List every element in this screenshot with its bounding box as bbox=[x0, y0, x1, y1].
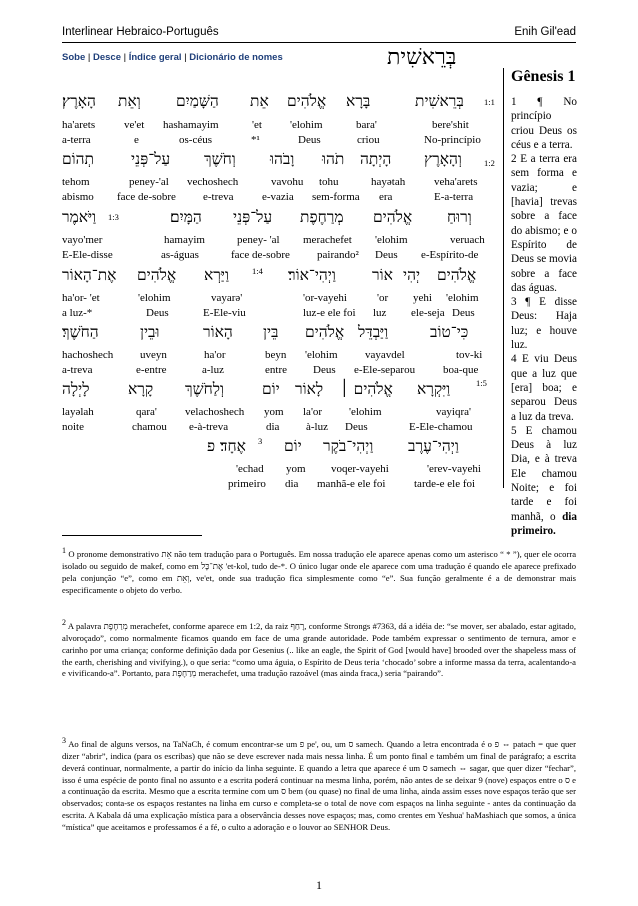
gloss: Deus bbox=[375, 249, 398, 261]
gloss: Deus bbox=[298, 134, 321, 146]
hebrew-word: הַמָּיִם׃ bbox=[170, 208, 202, 226]
transliteration: vayarə' bbox=[211, 292, 243, 304]
transliteration: 'or-vayehi bbox=[303, 292, 347, 304]
hebrew-word: אֱלֹהִים bbox=[305, 323, 345, 341]
transliteration: qara' bbox=[136, 406, 157, 418]
gloss: à-luz bbox=[306, 421, 328, 433]
gloss: dia bbox=[266, 421, 280, 433]
hebrew-word: הַשָּׁמַיִם bbox=[176, 92, 219, 110]
nav-links: Sobe | Desce | Índice geral | Dicionário de nomes bbox=[62, 52, 283, 63]
hebrew-word: אֱלֹהִים ׀ bbox=[340, 380, 393, 398]
nav-link-up[interactable]: Sobe bbox=[62, 52, 86, 63]
gloss: sem-forma bbox=[312, 191, 360, 203]
transliteration: peney- 'al bbox=[237, 234, 280, 246]
transliteration: ha'arets bbox=[62, 119, 96, 131]
nav-link-index[interactable]: Índice geral bbox=[128, 52, 182, 63]
gloss: e-entre bbox=[136, 364, 167, 376]
transliteration: yom bbox=[264, 406, 284, 418]
gloss: e bbox=[134, 134, 139, 146]
hebrew-word: יוֹם bbox=[284, 437, 302, 455]
transliteration: vayavdel bbox=[365, 349, 405, 361]
hebrew-word: הָאוֹר bbox=[203, 323, 233, 341]
verse-number: 1:3 bbox=[108, 212, 119, 222]
hebrew-word: בֵּין bbox=[263, 323, 279, 341]
gloss: a luz-* bbox=[62, 307, 93, 319]
footnote-3 bbox=[62, 735, 576, 834]
hebrew-word: הָיְתָה bbox=[360, 150, 392, 168]
gloss: abismo bbox=[62, 191, 94, 203]
verse-number: 1:5 bbox=[476, 378, 487, 388]
gloss: ele-seja bbox=[411, 307, 445, 319]
footnote-2 bbox=[62, 617, 576, 680]
footnote-text: A palavra מְרַחֶפֶת merachefet, conforme aparece em 1:2, da raiz רָחַף, conforme Strongs #7363, dá a idéia de: “se mover, ser abalado, estar agitado, alvoroçado”, como normalmente ficamos quando em face de uma grande autoridade. Pode também expressar o sentimento de ternura, amor e carinho por uma criança; conforme definição dada por Gesenius (.. like an eagle, the Spirit of God [would have] brooded over the shapeless mass of the earth, cherishing and vivifying.), o que seria: “como uma águia, o Espírito de Deus teria ‘chocado’ sobre a informe massa da terra, acalentando-a e vivificando-a”. Portanto, para מְרַחֶפֶת merachefet, uma tradução razoável (mas ainda fraca,) seria “pairando”. bbox=[62, 620, 576, 679]
verse-4-text: 4 E viu Deus que a luz que [era] boa; e separou Deus a luz da treva. bbox=[511, 353, 577, 423]
gloss: entre bbox=[265, 364, 287, 376]
hebrew-word: וְלַחֹשֶׁךְ bbox=[185, 380, 224, 398]
transliteration: 'elohim bbox=[305, 349, 338, 361]
hebrew-word: וַיֹּאמֶר bbox=[62, 208, 97, 226]
gloss: a-luz bbox=[202, 364, 224, 376]
transliteration: ha'or- 'et bbox=[62, 292, 100, 304]
gloss: era bbox=[379, 191, 393, 203]
gloss: face de-sobre bbox=[117, 191, 176, 203]
header-rule bbox=[62, 42, 576, 43]
hebrew-word: וַיְהִי־עֶרֶב bbox=[408, 437, 459, 455]
hebrew-word: כִּי־טוֹב bbox=[430, 323, 469, 341]
gloss: e-Ele-separou bbox=[354, 364, 416, 376]
hebrew-word: וַיַּבְדֵּל bbox=[358, 323, 389, 341]
hebrew-word: הַחֹשֶׁךְ׃ bbox=[62, 323, 99, 341]
transliteration: tohu bbox=[319, 176, 339, 188]
gloss: e-vazia bbox=[262, 191, 294, 203]
transliteration: ha'or bbox=[204, 349, 226, 361]
header-left-title: Interlinear Hebraico-Português bbox=[62, 26, 219, 38]
gloss: Deus bbox=[452, 307, 475, 319]
transliteration: yom bbox=[286, 463, 306, 475]
gloss: a-terra bbox=[62, 134, 91, 146]
verse-number: 1:4 bbox=[252, 266, 263, 276]
transliteration: vavohu bbox=[271, 176, 304, 188]
gloss: No-princípio bbox=[424, 134, 481, 146]
hebrew-word: אֱלֹהִים bbox=[137, 266, 177, 284]
nav-link-names[interactable]: Dicionário de nomes bbox=[189, 52, 283, 63]
transliteration: tehom bbox=[62, 176, 90, 188]
gloss: primeiro bbox=[228, 478, 266, 490]
hebrew-word: וְהָאָרֶץ bbox=[424, 150, 462, 168]
verse-number: 1:2 bbox=[484, 158, 495, 168]
book-title-hebrew: בְּרֵאשִׁית bbox=[387, 45, 457, 70]
gloss: Deus bbox=[345, 421, 368, 433]
transliteration: veha'arets bbox=[434, 176, 478, 188]
gloss: E-Ele-viu bbox=[203, 307, 246, 319]
transliteration: merachefet bbox=[303, 234, 352, 246]
hebrew-word: הָאָרֶץ׃ bbox=[62, 92, 96, 110]
transliteration: 'or bbox=[377, 292, 389, 304]
header-right-author: Enih Gil'ead bbox=[514, 26, 576, 38]
transliteration: 'elohim bbox=[375, 234, 408, 246]
transliteration: tov-ki bbox=[456, 349, 483, 361]
footnote-text: O pronome demonstrativo אֵת não tem tradução para o Português. Em nossa tradução ele aparece apenas como um asterisco “ * ”), quer ele ocorra isolado ou seguido de makef, como em אֶת־כָּל 'et-kol, tudo de-*. O único lugar onde ele aparece com uma tradução é quando ele aparece prefixado pela conjunção “e”, como em וְאֵת, ve'et, onde sua tradução fica simplesmente como “e”. Sua função geralmente é a de demonstrar mais especificamente o objeto do verbo. bbox=[62, 548, 577, 595]
footnote-text: Ao final de alguns versos, na TaNaCh, é comum encontrar-se um פ pe', ou, um ס samech. Quando a letra encontrada é o פ ⇔ patach = que quer dizer “abrir”, indica (para os escribas) que não se deve escrever nada mais nessa linha. É um ponto final e também um final de parágrafo; a escrita deverá continuar, normalmente, a partir do início da linha seguinte. E quando a letra que aparece é um ס samech ⇔ sagar, que quer dizer “fechar”, isso é uma espécie de ponto final no assunto e a escrita poderá continuar na mesma linha, porém, não antes de se deixar 9 (nove) espaços entre o ס e a continuação da escrita. Mesmo que a escrita termine com um ס bem (ou quase) no final de uma linha, ainda assim esses nove espaços terão que ser observados; conta-se os espaços restantes na linha em curso e completa-se o total de nove com espaços na linha seguinte - antes da continuação da escrita. A Kabala dá uma explicação mística para a observância desses nove espaços; mas, como crentes em Yeshua' haMashiach que somos, a única “mística” que aceitamos e professamos é a fé, o culto a adoração e o louvor ao SENHOR Deus. bbox=[62, 738, 576, 833]
gloss: e-treva bbox=[203, 191, 234, 203]
hebrew-word: בְּרֵאשִׁית bbox=[415, 92, 464, 110]
hebrew-word: מְרַחֶפֶת bbox=[300, 208, 344, 226]
column-divider bbox=[503, 68, 504, 488]
hebrew-word: אֶת־הָאוֹר bbox=[62, 266, 117, 284]
verse-1-text: 1 ¶ No princípio criou Deus os céus e a terra. bbox=[511, 96, 577, 151]
hebrew-word: יְהִי bbox=[403, 266, 421, 284]
hebrew-word: וָבֹהוּ bbox=[270, 150, 295, 168]
transliteration: voqer-vayehi bbox=[331, 463, 389, 475]
footnote-number: 1 bbox=[62, 546, 66, 555]
gloss: os-céus bbox=[179, 134, 212, 146]
gloss: a-treva bbox=[62, 364, 93, 376]
transliteration: 'elohim bbox=[349, 406, 382, 418]
hebrew-word: אֵת bbox=[250, 92, 269, 110]
transliteration: 'erev-vayehi bbox=[427, 463, 481, 475]
gloss: Deus bbox=[313, 364, 336, 376]
hebrew-word: אֱלֹהִים bbox=[373, 208, 413, 226]
transliteration: 'elohim bbox=[138, 292, 171, 304]
hebrew-word: וַיִּקְרָא bbox=[417, 380, 451, 398]
gloss: face de-sobre bbox=[231, 249, 290, 261]
gloss: as-águas bbox=[161, 249, 199, 261]
gloss: noite bbox=[62, 421, 84, 433]
gloss: E-Ele-disse bbox=[62, 249, 113, 261]
hebrew-word: וְרוּחַ bbox=[447, 208, 472, 226]
footnote-number: 3 bbox=[62, 736, 66, 745]
hebrew-word: וַיַּרְא bbox=[204, 266, 229, 284]
transliteration: bere'shit bbox=[432, 119, 469, 131]
verse-number: 1:1 bbox=[484, 97, 495, 107]
transliteration: vayiqra' bbox=[436, 406, 471, 418]
transliteration: vayo'mer bbox=[62, 234, 103, 246]
transliteration: 'echad bbox=[236, 463, 264, 475]
gloss: e-à-treva bbox=[189, 421, 229, 433]
transliteration: la'or bbox=[303, 406, 323, 418]
transliteration: hayətah bbox=[371, 176, 406, 188]
gloss: luz bbox=[373, 307, 387, 319]
transliteration: bara' bbox=[356, 119, 377, 131]
hebrew-word: אוֹר bbox=[372, 266, 393, 284]
gloss: tarde-e ele foi bbox=[414, 478, 476, 490]
verse-5-end: dia primeiro. bbox=[511, 510, 577, 537]
hebrew-word: לָיְלָה bbox=[62, 380, 90, 398]
nav-link-down[interactable]: Desce bbox=[92, 52, 121, 63]
gloss: e-Espírito-de bbox=[421, 249, 479, 261]
hebrew-word: לָאוֹר bbox=[295, 380, 324, 398]
gloss: E-a-terra bbox=[434, 191, 474, 203]
transliteration: ve'et bbox=[124, 119, 145, 131]
footnote-rule bbox=[62, 535, 202, 536]
hebrew-word: תְהוֹם bbox=[62, 150, 95, 168]
gloss: chamou bbox=[132, 421, 167, 433]
chapter-title: Gênesis 1 bbox=[511, 68, 576, 85]
transliteration: beyn bbox=[265, 349, 287, 361]
gloss: pairando² bbox=[317, 249, 359, 261]
verse-2-text: 2 E a terra era sem forma e vazia; e [havia] trevas sobre a face do abismo; e o Espírito de Deus se movia sobre a face das águas. bbox=[511, 153, 577, 294]
footnote-number: 2 bbox=[62, 618, 66, 627]
hebrew-word: וַיְהִי־אוֹר׃ bbox=[288, 266, 336, 284]
transliteration: 'elohim bbox=[446, 292, 479, 304]
gloss: boa-que bbox=[443, 364, 479, 376]
transliteration: hashamayim bbox=[163, 119, 219, 131]
transliteration: layəlah bbox=[62, 406, 94, 418]
gloss: manhã-e ele foi bbox=[317, 478, 386, 490]
hebrew-word: בָּרָא bbox=[346, 92, 371, 110]
gloss: dia bbox=[285, 478, 299, 490]
hebrew-word: עַל־פְּנֵי bbox=[233, 208, 273, 226]
verse-3-text: 3 ¶ E disse Deus: Haja luz; e houve luz. bbox=[511, 296, 577, 352]
page-number: 1 bbox=[316, 878, 322, 892]
transliteration: yehi bbox=[413, 292, 432, 304]
hebrew-word: אֶחָד׃ פ bbox=[207, 437, 246, 455]
hebrew-word: תֹהוּ bbox=[322, 150, 345, 168]
hebrew-word: אֱלֹהִים bbox=[437, 266, 477, 284]
hebrew-word: יוֹם bbox=[262, 380, 280, 398]
hebrew-word: וּבֵין bbox=[140, 323, 160, 341]
hebrew-word: קָרָא bbox=[128, 380, 154, 398]
hebrew-word: וַיְהִי־בֹקֶר bbox=[323, 437, 374, 455]
hebrew-word: אֱלֹהִים bbox=[287, 92, 327, 110]
gloss: E-Ele-chamou bbox=[409, 421, 473, 433]
gloss: Deus bbox=[146, 307, 169, 319]
transliteration: 'et bbox=[252, 119, 262, 131]
gloss: *¹ bbox=[251, 134, 260, 146]
footnote-ref: 3 bbox=[258, 436, 263, 446]
footnote-1 bbox=[62, 545, 576, 596]
hebrew-word: וְאֵת bbox=[118, 92, 141, 110]
translation-paragraph bbox=[511, 95, 577, 538]
transliteration: vechoshech bbox=[187, 176, 239, 188]
hebrew-word: וְחֹשֶׁךְ bbox=[204, 150, 236, 168]
transliteration: 'elohim bbox=[290, 119, 323, 131]
gloss: criou bbox=[357, 134, 380, 146]
transliteration: hamayim bbox=[164, 234, 205, 246]
transliteration: uveyn bbox=[140, 349, 167, 361]
transliteration: veruach bbox=[450, 234, 485, 246]
transliteration: peney-'al bbox=[129, 176, 169, 188]
transliteration: hachoshech bbox=[62, 349, 114, 361]
transliteration: velachoshech bbox=[185, 406, 245, 418]
hebrew-word: עַל־פְּנֵי bbox=[131, 150, 171, 168]
gloss: luz-e ele foi bbox=[303, 307, 356, 319]
verse-5-text: 5 E chamou Deus à luz Dia, e à treva Ele chamou Noite; e foi tarde e foi manhã, o bbox=[511, 424, 577, 523]
